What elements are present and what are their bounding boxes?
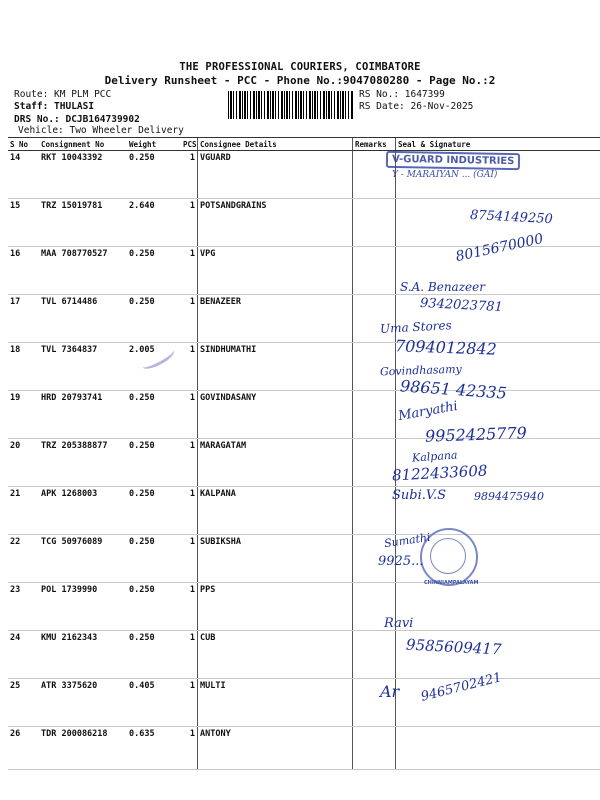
table-row bbox=[8, 343, 600, 391]
row-remarks bbox=[353, 487, 396, 535]
col-sno: S No bbox=[8, 138, 39, 151]
row-sno: 25 bbox=[8, 679, 39, 727]
route-label: Route: KM PLM PCC bbox=[14, 89, 112, 100]
row-weight: 0.250 bbox=[127, 535, 181, 583]
signature-19-name: Govindhasamy bbox=[379, 362, 462, 379]
row-sno: 16 bbox=[8, 247, 39, 295]
row-weight: 0.250 bbox=[127, 631, 181, 679]
row-sno: 21 bbox=[8, 487, 39, 535]
round-seal-text: CHINNIAMPALAYAM bbox=[424, 580, 479, 586]
row-pcs: 1 bbox=[181, 247, 198, 295]
row-pcs: 1 bbox=[181, 343, 198, 391]
row-consignee: PPS bbox=[198, 583, 353, 631]
row-consignment: TRZ 205388877 bbox=[39, 439, 127, 487]
row-pcs: 1 bbox=[181, 631, 198, 679]
signature-17-number: 9342023781 bbox=[419, 295, 504, 316]
row-weight: 0.250 bbox=[127, 247, 181, 295]
row-consignment: TCG 50976089 bbox=[39, 535, 127, 583]
table-row bbox=[8, 631, 600, 679]
row-sno: 24 bbox=[8, 631, 39, 679]
row-sno: 19 bbox=[8, 391, 39, 439]
row-weight: 0.250 bbox=[127, 439, 181, 487]
vguard-stamp-line: Y - MARAIYAN ... (GAI) bbox=[392, 170, 498, 180]
row-consignment: MAA 708770527 bbox=[39, 247, 127, 295]
row-consignment: TVL 7364837 bbox=[39, 343, 127, 391]
delivery-table bbox=[8, 137, 600, 770]
row-weight: 0.635 bbox=[127, 727, 181, 770]
row-remarks bbox=[353, 439, 396, 487]
signature-26-scribble: Ar bbox=[380, 682, 400, 701]
row-consignee: POTSANDGRAINS bbox=[198, 199, 353, 247]
row-consignee: VPG bbox=[198, 247, 353, 295]
row-weight: 0.250 bbox=[127, 391, 181, 439]
signature-23-name: Sumathi bbox=[383, 530, 432, 551]
row-consignment: TDR 200086218 bbox=[39, 727, 127, 770]
table-row bbox=[8, 727, 600, 770]
col-pcs: PCS bbox=[183, 139, 197, 149]
row-consignee: BENAZEER bbox=[198, 295, 353, 343]
row-sno: 26 bbox=[8, 727, 39, 770]
signature-20-name: Maryathi bbox=[397, 398, 459, 425]
signature-22-number: 9894475940 bbox=[474, 490, 544, 503]
row-pcs: 1 bbox=[181, 535, 198, 583]
row-pcs: 1 bbox=[181, 439, 198, 487]
row-sno: 15 bbox=[8, 199, 39, 247]
row-consignment: POL 1739990 bbox=[39, 583, 127, 631]
row-pcs: 1 bbox=[181, 679, 198, 727]
table-row bbox=[8, 679, 600, 727]
row-consignment: ATR 3375620 bbox=[39, 679, 127, 727]
runsheet-subtitle: Delivery Runsheet - PCC - Phone No.:9047080280 - Page No.:2 bbox=[104, 74, 496, 87]
row-sno: 17 bbox=[8, 295, 39, 343]
table-header-row bbox=[8, 138, 600, 151]
row-consignment: HRD 20793741 bbox=[39, 391, 127, 439]
signature-26-number: 9465702421 bbox=[419, 670, 504, 705]
row-sno: 22 bbox=[8, 535, 39, 583]
row-remarks bbox=[353, 391, 396, 439]
row-consignment: APK 1268003 bbox=[39, 487, 127, 535]
table-row bbox=[8, 439, 600, 487]
table-row bbox=[8, 535, 600, 583]
signature-20-number: 9952425779 bbox=[424, 423, 528, 446]
row-weight: 0.250 bbox=[127, 151, 181, 199]
row-consignment: KMU 2162343 bbox=[39, 631, 127, 679]
row-weight: 0.250 bbox=[127, 487, 181, 535]
col-weight: Weight bbox=[127, 138, 181, 151]
row-sno: 20 bbox=[8, 439, 39, 487]
staff-label: Staff: THULASI bbox=[14, 101, 95, 112]
rs-number: RS No.: 1647399 bbox=[359, 89, 445, 100]
row-pcs: 1 bbox=[181, 199, 198, 247]
row-pcs: 1 bbox=[181, 727, 198, 770]
row-seal bbox=[396, 583, 600, 631]
row-pcs: 1 bbox=[181, 295, 198, 343]
signature-18-name: Uma Stores bbox=[379, 318, 453, 336]
row-consignment: TVL 6714486 bbox=[39, 295, 127, 343]
signature-21-name: Kalpana bbox=[411, 448, 458, 465]
signature-25-name: Ravi bbox=[384, 616, 414, 631]
row-consignee: GOVINDASANY bbox=[198, 391, 353, 439]
row-pcs: 1 bbox=[181, 583, 198, 631]
signature-19-number: 98651 42335 bbox=[399, 376, 508, 403]
row-sno: 23 bbox=[8, 583, 39, 631]
signature-25-number: 9585609417 bbox=[405, 635, 502, 659]
drs-number: DRS No.: DCJB164739902 bbox=[14, 114, 140, 125]
vguard-stamp: V-GUARD INDUSTRIES bbox=[386, 151, 521, 170]
col-consignee: Consignee Details bbox=[198, 138, 353, 151]
col-seal: Seal & Signature bbox=[396, 138, 600, 151]
vehicle-label: Vehicle: Two Wheeler Delivery bbox=[18, 125, 184, 136]
signature-22-name: Subi.V.S bbox=[392, 488, 447, 503]
row-consignment: TRZ 15019781 bbox=[39, 199, 127, 247]
row-remarks bbox=[353, 247, 396, 295]
row-consignee: MARAGATAM bbox=[198, 439, 353, 487]
row-consignee: VGUARD bbox=[198, 151, 353, 199]
row-pcs: 1 bbox=[181, 151, 198, 199]
signature-16-number: 8015670000 bbox=[454, 230, 545, 266]
row-remarks bbox=[353, 631, 396, 679]
row-consignment: RKT 10043392 bbox=[39, 151, 127, 199]
row-consignee: SINDHUMATHI bbox=[198, 343, 353, 391]
signature-18-number: 7094012842 bbox=[394, 336, 498, 359]
signature-15-number: 8754149250 bbox=[469, 207, 554, 228]
company-title: THE PROFESSIONAL COURIERS, COIMBATORE bbox=[179, 61, 421, 73]
row-consignee: CUB bbox=[198, 631, 353, 679]
signature-23-number: 9925... bbox=[378, 554, 424, 569]
row-weight: 0.250 bbox=[127, 583, 181, 631]
row-pcs: 1 bbox=[181, 487, 198, 535]
col-consignment: Consignment No bbox=[39, 138, 127, 151]
row-sno: 14 bbox=[8, 151, 39, 199]
rs-date: RS Date: 26-Nov-2025 bbox=[359, 101, 474, 112]
row-consignee: ANTONY bbox=[198, 727, 353, 770]
row-remarks bbox=[353, 727, 396, 770]
signature-21-number: 8122433608 bbox=[391, 461, 488, 485]
row-weight: 0.405 bbox=[127, 679, 181, 727]
row-consignee: SUBIKSHA bbox=[198, 535, 353, 583]
row-pcs: 1 bbox=[181, 391, 198, 439]
row-sno: 18 bbox=[8, 343, 39, 391]
row-weight: 2.005 bbox=[127, 343, 181, 391]
row-weight: 0.250 bbox=[127, 295, 181, 343]
table-row bbox=[8, 295, 600, 343]
signature-17-name: S.A. Benazeer bbox=[400, 280, 485, 294]
row-seal bbox=[396, 727, 600, 770]
row-weight: 2.640 bbox=[127, 199, 181, 247]
table-row bbox=[8, 583, 600, 631]
row-consignee: KALPANA bbox=[198, 487, 353, 535]
row-remarks bbox=[353, 199, 396, 247]
row-consignee: MULTI bbox=[198, 679, 353, 727]
col-remarks: Remarks bbox=[353, 138, 396, 151]
barcode-image bbox=[228, 91, 354, 119]
